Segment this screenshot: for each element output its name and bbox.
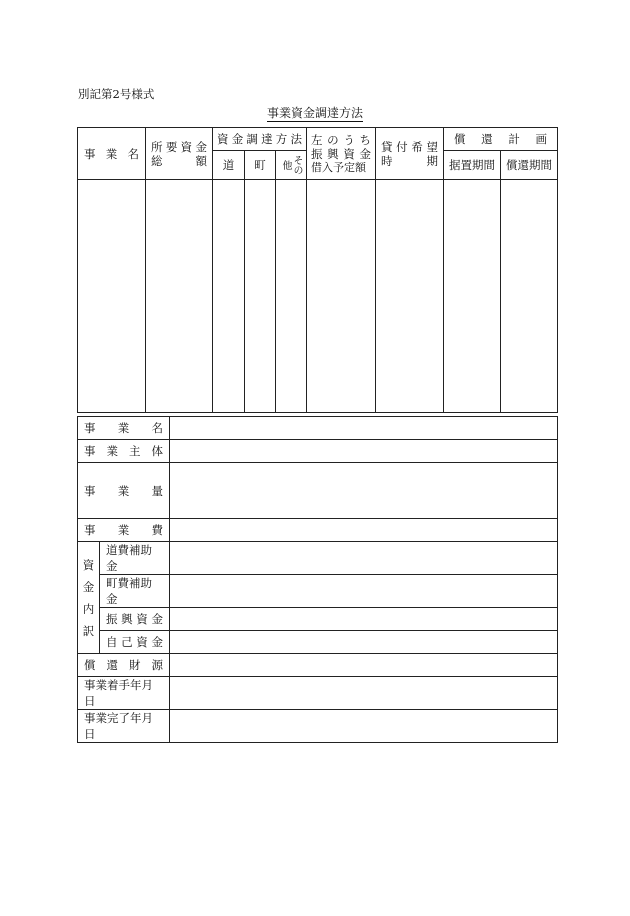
header-business-name: 事 業 名 [78,128,146,180]
label-business-name: 事 業 名 [78,417,170,440]
cell-business-name[interactable] [78,180,146,413]
label-town-subsidy: 町費補助金 [100,575,170,608]
cell-promotion-loan[interactable] [307,180,376,413]
value-business-volume[interactable] [170,463,558,519]
cell-repayment-period[interactable] [501,180,558,413]
value-start-date[interactable] [170,677,558,710]
cell-prefecture[interactable] [213,180,245,413]
cell-town[interactable] [245,180,276,413]
label-own-fund: 自 己 資 金 [100,631,170,654]
funding-plan-table [77,127,558,413]
value-promotion-fund[interactable] [170,608,558,631]
label-business-cost: 事 業 費 [78,519,170,542]
cell-total-required[interactable] [146,180,213,413]
value-own-fund[interactable] [170,631,558,654]
header-repayment-period: 償還期間 [501,151,558,180]
form-number-label: 別記第2号様式 [78,87,155,101]
header-funding-method: 資 金 調 達 方 法 [213,128,307,151]
value-business-entity[interactable] [170,440,558,463]
business-info-table [77,416,558,743]
value-business-cost[interactable] [170,519,558,542]
value-end-date[interactable] [170,710,558,743]
value-business-name[interactable] [170,417,558,440]
header-town: 町 [245,151,276,180]
header-other: その他 [276,151,307,180]
header-total-required: 所 要 資 金 総 額 [146,128,213,180]
cell-grace-period[interactable] [444,180,501,413]
label-start-date: 事業着手年月日 [78,677,170,710]
header-promotion-loan: 左 の う ち 振 興 資 金 借入予定額 [307,128,376,180]
value-repayment-source[interactable] [170,654,558,677]
page-title: 事業資金調達方法 [266,106,363,120]
cell-loan-timing[interactable] [376,180,444,413]
label-business-volume: 事 業 量 [78,463,170,519]
value-prefecture-subsidy[interactable] [170,542,558,575]
label-business-entity: 事 業 主 体 [78,440,170,463]
header-prefecture: 道 [213,151,245,180]
value-town-subsidy[interactable] [170,575,558,608]
header-loan-timing: 貸 付 希 望 時 期 [376,128,444,180]
header-grace-period: 据置期間 [444,151,501,180]
label-repayment-source: 償 還 財 源 [78,654,170,677]
header-repayment-plan: 償 還 計 画 [444,128,558,151]
cell-other[interactable] [276,180,307,413]
label-funding-breakdown: 資 金 内 訳 [78,542,100,654]
label-prefecture-subsidy: 道費補助金 [100,542,170,575]
label-promotion-fund: 振 興 資 金 [100,608,170,631]
label-end-date: 事業完了年月日 [78,710,170,743]
